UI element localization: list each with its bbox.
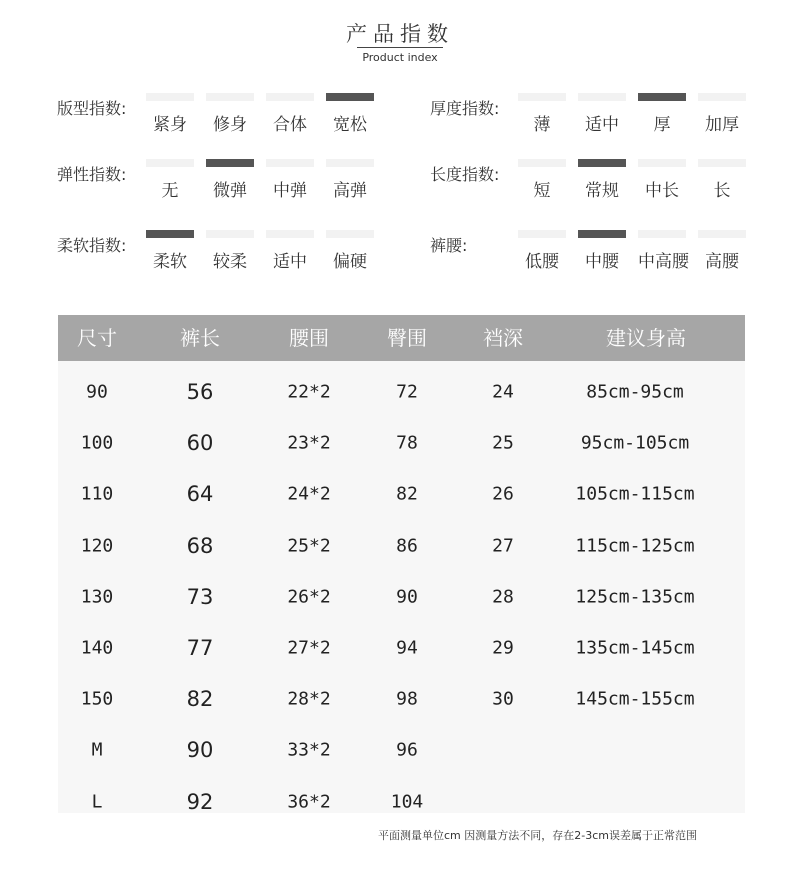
fit-index-label: 版型指数: [57,99,127,118]
measurement-footnote: 平面测量单位cm 因测量方法不同，存在2-3cm误差属于正常范围 [378,829,697,842]
cell-pant-length: 82 [186,687,214,712]
option-label: 加厚 [705,115,739,135]
cell-rise: 28 [492,586,514,608]
waist-option [518,230,566,272]
cell-waist: 36*2 [287,791,331,813]
option-label: 中弹 [273,181,307,201]
option-label: 修身 [213,115,247,135]
softness-option-selected [146,230,194,272]
waist-index-label: 裤腰: [430,236,468,255]
length-option-selected [578,159,626,201]
fit-option [206,93,254,135]
cell-size: L [91,791,103,813]
elasticity-option [146,159,194,201]
indicator-bar [578,230,626,238]
cell-rise: 25 [492,432,514,454]
indicator-bar [206,159,254,167]
cell-pant-length: 77 [186,636,214,660]
cell-suggested-height: 125cm-135cm [575,586,695,608]
option-label: 中长 [645,181,679,201]
option-label: 合体 [273,115,307,135]
indicator-bar [326,230,374,238]
cell-size: 140 [80,637,114,659]
indicator-bar [146,93,194,101]
header-title: 产品指数 [346,22,454,46]
fit-option [266,93,314,135]
cell-rise: 27 [492,535,514,557]
cell-suggested-height: 85cm-95cm [586,381,684,403]
cell-suggested-height: 105cm-115cm [575,483,695,505]
indicator-bar [638,230,686,238]
indicator-bar [206,93,254,101]
cell-waist: 26*2 [287,586,331,608]
option-label: 宽松 [333,115,367,135]
cell-hip: 86 [396,535,418,557]
option-label: 常规 [585,181,619,201]
cell-hip: 98 [396,688,418,710]
length-option [698,159,746,201]
column-header-size: 尺寸 [77,326,117,350]
indicator-bar [326,93,374,101]
cell-hip: 94 [396,637,418,659]
column-header-pant-length: 裤长 [180,326,220,350]
option-label: 长 [713,181,731,201]
cell-size: 100 [80,432,114,454]
cell-hip: 90 [396,586,418,608]
softness-option [326,230,374,272]
indicator-bar [518,230,566,238]
softness-option [266,230,314,272]
length-option [518,159,566,201]
option-label: 无 [161,181,179,201]
cell-suggested-height: 145cm-155cm [575,688,695,710]
cell-hip: 104 [390,791,424,813]
cell-waist: 28*2 [287,688,331,710]
waist-option [698,230,746,272]
cell-hip: 72 [396,381,418,403]
cell-rise: 24 [492,381,514,403]
cell-size: 130 [80,586,114,608]
cell-suggested-height: 95cm-105cm [580,432,690,454]
option-label: 中腰 [585,252,619,272]
cell-pant-length: 73 [186,584,214,609]
indicator-bar [266,93,314,101]
option-label: 偏硬 [333,252,367,272]
fit-option [146,93,194,135]
option-label: 低腰 [525,252,559,272]
size-table-header [58,315,745,361]
indicator-bar [578,93,626,101]
waist-option-selected [578,230,626,272]
option-label: 高腰 [705,252,739,272]
cell-pant-length: 90 [186,738,214,763]
option-label: 较柔 [213,252,247,272]
column-header-suggested-height: 建议身高 [606,326,686,350]
cell-size: 110 [80,483,114,505]
option-label: 紧身 [153,115,187,135]
thickness-option [518,93,566,135]
cell-suggested-height: 135cm-145cm [575,637,695,659]
cell-suggested-height: 115cm-125cm [575,535,695,557]
option-label: 微弹 [213,181,247,201]
option-label: 厚 [653,115,671,135]
cell-size: 150 [80,688,114,710]
cell-waist: 33*2 [287,739,331,761]
cell-pant-length: 68 [186,533,214,558]
indicator-bar [206,230,254,238]
softness-index-label: 柔软指数: [57,236,127,255]
indicator-bar [266,230,314,238]
cell-size: 120 [80,535,114,557]
cell-pant-length: 56 [186,380,214,404]
indicator-bar [698,159,746,167]
thickness-index-label: 厚度指数: [430,99,500,118]
column-header-hip: 臀围 [387,326,427,350]
elasticity-option-selected [206,159,254,201]
option-label: 柔软 [153,252,187,272]
option-label: 短 [533,181,551,201]
elasticity-option [266,159,314,201]
indicator-bar [698,230,746,238]
softness-option [206,230,254,272]
cell-size: 90 [86,381,108,403]
indicator-bar [638,159,686,167]
cell-waist: 22*2 [287,381,331,403]
length-option [638,159,686,201]
header-divider [357,47,443,48]
cell-waist: 23*2 [287,432,331,454]
cell-hip: 82 [396,483,418,505]
indicator-bar [266,159,314,167]
cell-pant-length: 92 [186,789,214,814]
indicator-bar [698,93,746,101]
cell-pant-length: 60 [186,431,214,456]
option-label: 高弹 [333,181,367,201]
indicator-bar [638,93,686,101]
elasticity-option [326,159,374,201]
cell-waist: 24*2 [287,483,331,505]
option-label: 适中 [273,252,307,272]
cell-waist: 25*2 [287,535,331,557]
thickness-option-selected [638,93,686,135]
thickness-option [578,93,626,135]
cell-size: M [91,739,103,761]
indicator-bar [518,159,566,167]
elasticity-index-label: 弹性指数: [57,165,127,184]
cell-pant-length: 64 [186,482,214,507]
cell-rise: 26 [492,483,514,505]
option-label: 适中 [585,115,619,135]
option-label: 薄 [533,115,551,135]
option-label: 中高腰 [638,252,689,272]
fit-option-selected [326,93,374,135]
header-subtitle: Product index [362,51,438,64]
indicator-bar [518,93,566,101]
column-header-rise: 裆深 [483,326,523,350]
length-index-label: 长度指数: [430,165,500,184]
cell-rise: 29 [492,637,514,659]
indicator-bar [146,230,194,238]
size-table [58,315,745,813]
waist-option [638,230,689,272]
indicator-bar [326,159,374,167]
cell-rise: 30 [492,688,514,710]
cell-hip: 78 [396,432,418,454]
thickness-option [698,93,746,135]
indicator-bar [578,159,626,167]
column-header-waist: 腰围 [289,326,329,350]
cell-hip: 96 [396,739,418,761]
cell-waist: 27*2 [287,637,331,659]
indicator-bar [146,159,194,167]
